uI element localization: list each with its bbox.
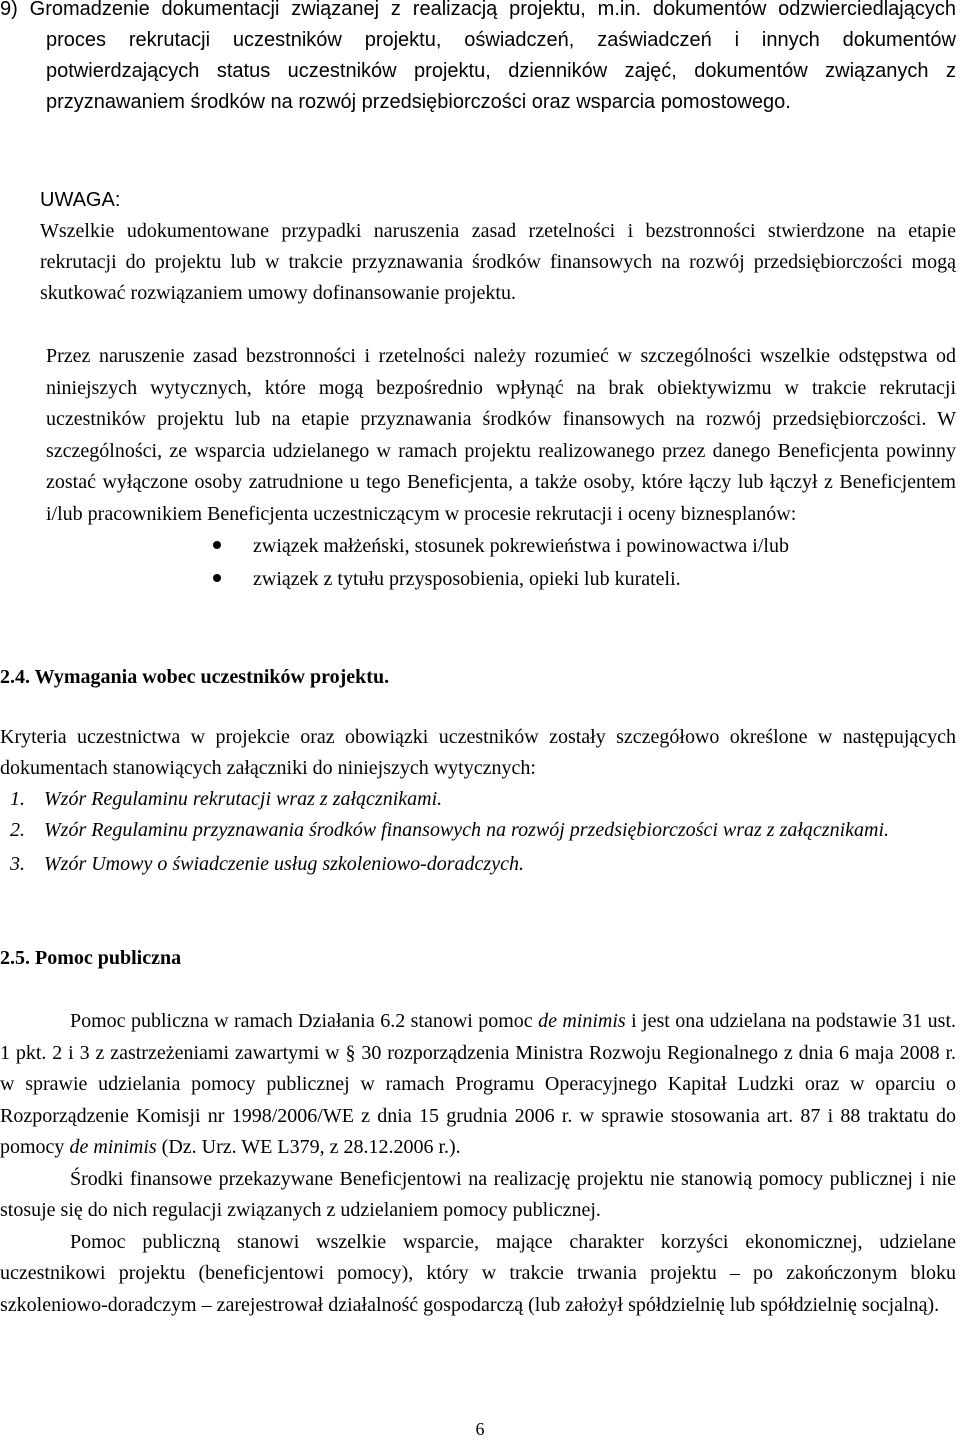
item-9-text: 9) Gromadzenie dokumentacji związanej z realizacją projektu, m.in. dokumentów odzwierciedlających proces rekrutacji uczestników projektu, oświadczeń, zaświadczeń i innych dokumentów potwierdzających status uczestników projektu, dzienników zajęć, dokumentów związanych z przyznawaniem środków na rozwój przedsiębiorczości oraz wsparcia pomostowego. xyxy=(0,0,956,113)
list-item: związek małżeński, stosunek pokrewieństwa i powinowactwa i/lub xyxy=(213,530,960,563)
list-item: 3. Wzór Umowy o świadczenie usług szkoleniowo-doradczych. xyxy=(10,853,524,875)
section-2-5-paragraph-1: Pomoc publiczna w ramach Działania 6.2 stanowi pomoc de minimis i jest ona udzielana na podstawie 31 ust. 1 pkt. 2 i 3 z zastrzeżeniami zawartymi w § 30 rozporządzenia Ministra Rozwoju Regionalnego z dnia 6 maja 2008 r. w sprawie udzielania pomocy publicznej w ramach Programu Operacyjnego Kapitał Ludzki oraz w oparciu o Rozporządzenie Komisji nr 1998/2006/WE z dnia 15 grudnia 2006 r. w sprawie stosowania art. 87 i 88 traktatu do pomocy de minimis (Dz. Urz. WE L379, z 28.12.2006 r.). xyxy=(0,1010,957,1158)
section-2-4-intro: Kryteria uczestnictwa w projekcie oraz obowiązki uczestników zostały szczegółowo określone w następujących dokumentach stanowiących załączniki do niniejszych wytycznych: xyxy=(0,726,956,779)
section-2-5-paragraph-2: Środki finansowe przekazywane Beneficjentowi na realizację projektu nie stanowią pomocy publicznej i nie stosuje się do nich regulacji związanych z udzielaniem pomocy publicznej. xyxy=(0,1167,956,1221)
section-2-5 xyxy=(0,943,960,974)
section-2-5-paragraph-3: Pomoc publiczną stanowi wszelkie wsparcie, mające charakter korzyści ekonomicznej, udzielane uczestnikowi projektu (beneficjentowi pomocy), który w trakcie trwania projektu – po zakończonym bloku szkoleniowo-doradczym – zarejestrował działalność gospodarczą (lub założył spółdzielnię lub spółdzielnię socjalną). xyxy=(0,1230,956,1316)
przez-text: Przez naruszenie zasad bezstronności i rzetelności należy rozumieć w szczególności wszelkie odstępstwa od niniejszych wytycznych, które mogą bezpośrednio wpłynąć na brak obiektywizmu w trakcie rekrutacji uczestników projektu lub na etapie przyznawania środków finansowych na rozwój przedsiębiorczości. W szczególności, ze wsparcia udzielanego w ramach projektu realizowanego przez danego Beneficjenta powinny zostać wyłączone osoby zatrudnione u tego Beneficjenta, a także osoby, które łączy lub łączył z Beneficjentem i/lub pracownikiem Beneficjenta uczestniczącym w procesie rekrutacji i oceny biznesplanów: xyxy=(46,345,956,525)
bullet-icon xyxy=(213,541,221,549)
uwaga-label: UWAGA: xyxy=(40,189,121,211)
section-2-4 xyxy=(0,662,960,693)
section-2-4-heading: 2.4. Wymagania wobec uczestników projektu. xyxy=(0,666,390,688)
section-2-5-body xyxy=(0,1006,960,1321)
exclusion-list xyxy=(0,530,960,596)
attachments-list xyxy=(0,784,960,880)
bullet-icon xyxy=(213,574,221,582)
uwaga-text-block xyxy=(0,216,960,309)
item-9 xyxy=(0,0,960,118)
section-2-5-heading: 2.5. Pomoc publiczna xyxy=(0,947,182,969)
list-item: 1. Wzór Regulaminu rekrutacji wraz z załącznikami. xyxy=(10,788,443,810)
list-item: związek z tytułu przysposobienia, opieki lub kurateli. xyxy=(213,563,960,596)
page-number: 6 xyxy=(475,1419,485,1439)
przez-block xyxy=(0,341,960,596)
list-item: 2. Wzór Regulaminu przyznawania środków finansowych na rozwój przedsiębiorczości wraz z załącznikami. xyxy=(10,819,890,841)
uwaga-text: Wszelkie udokumentowane przypadki naruszenia zasad rzetelności i bezstronności stwierdzone na etapie rekrutacji do projektu lub w trakcie przyznawania środków finansowych na rozwój przedsiębiorczości mogą skutkować rozwiązaniem umowy dofinansowanie projektu. xyxy=(40,220,956,304)
section-2-4-body xyxy=(0,722,960,880)
uwaga-block xyxy=(0,185,960,216)
